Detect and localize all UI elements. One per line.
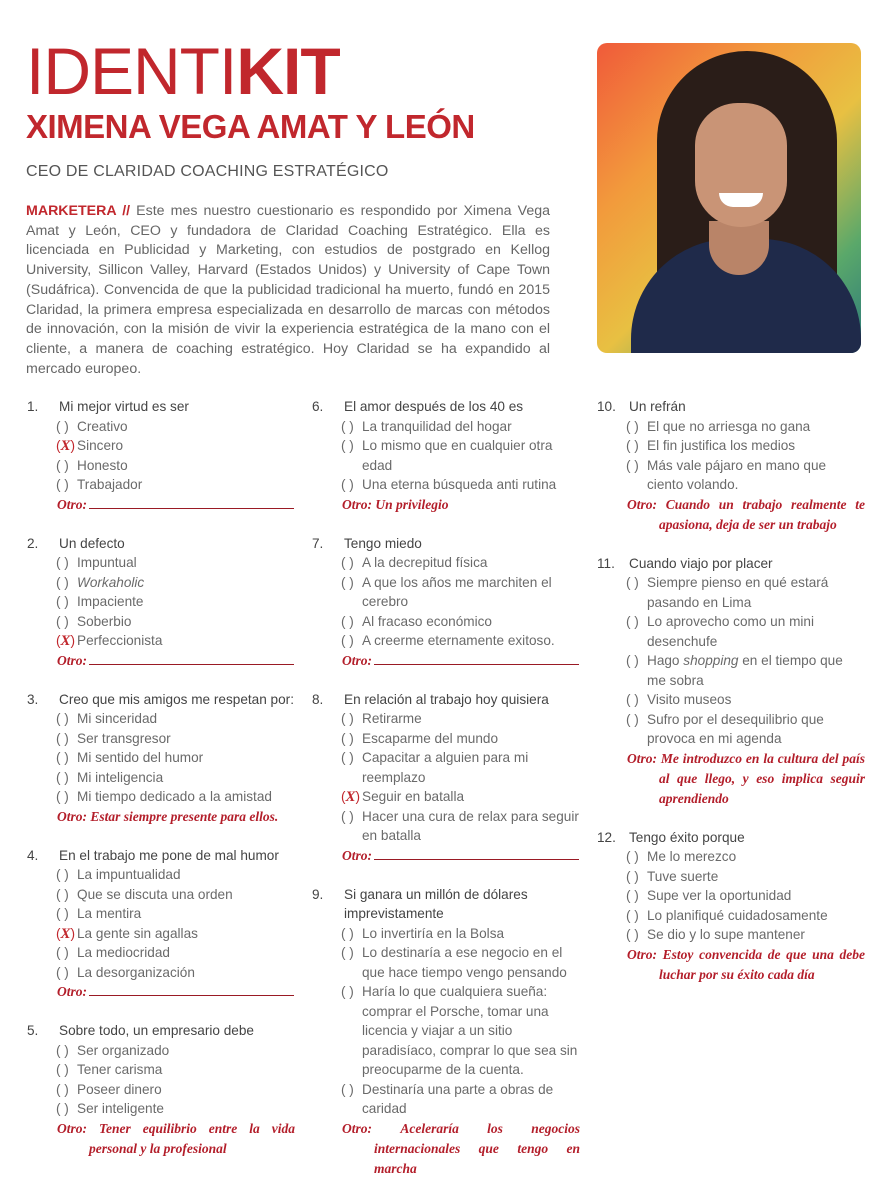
option: ( ) Trabajador: [56, 477, 143, 492]
question-number: 12.: [597, 829, 616, 845]
option-selected: (X) Perfeccionista: [56, 633, 163, 649]
option: ( ) Se dio y lo supe mantener: [626, 927, 805, 942]
option: ( ) Mi sentido del humor: [56, 750, 204, 765]
question-4: [27, 846, 295, 1003]
other-answer: Otro:: [312, 651, 580, 671]
other-answer: Otro: Me introduzco en la cultura del país al que llego, y eso implica seguir aprendiendo: [627, 750, 865, 806]
interviewee-name: XIMENA VEGA AMAT Y LEÓN: [26, 108, 475, 145]
option: ( ) Destinaría una parte a obras de caridad: [341, 1081, 554, 1116]
questionnaire-column-2: [312, 397, 580, 1198]
questionnaire-column-3: [597, 397, 865, 1004]
option: ( ) Lo invertiría en la Bolsa: [341, 925, 505, 941]
other-answer: Otro:: [27, 651, 295, 671]
question-title: En el trabajo me pone de mal humor: [59, 847, 279, 863]
option: ( ) Hago shopping en el tiempo que me sobra: [626, 653, 843, 688]
question-number: 8.: [312, 691, 324, 707]
option-selected: (X) Seguir en batalla: [341, 789, 465, 805]
question-title: Si ganara un millón de dólares imprevistamente: [344, 886, 528, 921]
other-answer: Otro: Aceleraría los negocios internacionales que tengo en marcha: [342, 1120, 581, 1176]
question-8: [312, 690, 580, 866]
option-selected: (X) Sincero: [56, 438, 124, 454]
question-title: Mi mejor virtud es ser: [59, 399, 189, 414]
other-answer: Otro:: [312, 846, 580, 866]
question-1: [27, 397, 295, 515]
question-title: El amor después de los 40 es: [344, 399, 524, 414]
question-number: 11.: [597, 555, 615, 571]
portrait-photo: [597, 43, 861, 353]
option: ( ) Impaciente: [56, 594, 144, 609]
option: ( ) Poseer dinero: [56, 1081, 162, 1097]
option: ( ) Tener carisma: [56, 1062, 163, 1077]
option: ( ) Hacer una cura de relax para seguir en batalla: [341, 808, 579, 843]
option: ( ) Haría lo que cualquiera sueña: comprar el Porsche, tomar una licencia y viajar a un sitio paradisíaco, comprar lo que sea sin preocuparme de la cuenta.: [341, 984, 578, 1077]
option: ( ) Supe ver la oportunidad: [626, 888, 792, 903]
option: ( ) Lo planifiqué cuidadosamente: [626, 907, 828, 923]
question-number: 6.: [312, 399, 324, 414]
question-title: Tengo éxito porque: [629, 829, 745, 845]
option: ( ) Retirarme: [341, 711, 422, 726]
question-title: Creo que mis amigos me respetan por:: [59, 691, 294, 707]
option: ( ) Más vale pájaro en mano que ciento volando.: [626, 457, 827, 492]
question-5: [27, 1021, 295, 1159]
question-number: 5.: [27, 1023, 39, 1038]
question-7: [312, 534, 580, 671]
other-answer: Otro: Tener equilibrio entre la vida personal y la profesional: [57, 1120, 295, 1156]
option: ( ) Una eterna búsqueda anti rutina: [341, 477, 557, 492]
question-title: Cuando viajo por placer: [629, 555, 773, 571]
option: ( ) A creerme eternamente exitoso.: [341, 633, 555, 648]
option: ( ) Honesto: [56, 457, 128, 473]
question-title: Un defecto: [59, 535, 125, 551]
question-number: 2.: [27, 535, 39, 551]
question-number: 4.: [27, 847, 39, 863]
question-number: 10.: [597, 399, 616, 414]
option: ( ) A la decrepitud física: [341, 555, 488, 570]
option: ( ) Escaparme del mundo: [341, 730, 499, 746]
question-title: En relación al trabajo hoy quisiera: [344, 691, 549, 707]
other-answer: Otro:: [27, 982, 295, 1002]
option-selected: (X) La gente sin agallas: [56, 925, 198, 942]
option: ( ) Visito museos: [626, 692, 732, 707]
other-answer: Otro: Cuando un trabajo realmente te apasiona, deja de ser un trabajo: [627, 496, 865, 532]
other-answer: Otro: Estoy convencida de que una debe luchar por su éxito cada día: [627, 946, 865, 982]
option: ( ) Impuntual: [56, 555, 137, 570]
interviewee-role: CEO DE CLARIDAD COACHING ESTRATÉGICO: [26, 163, 389, 180]
option: ( ) Lo aprovecho como un mini desenchufe: [626, 614, 814, 649]
option: ( ) Workaholic: [56, 574, 145, 590]
option: ( ) Mi sinceridad: [56, 711, 158, 726]
option: ( ) La impuntualidad: [56, 867, 181, 882]
option: ( ) Tuve suerte: [626, 868, 719, 884]
question-number: 1.: [27, 399, 39, 414]
question-6: [312, 397, 580, 515]
option: ( ) Soberbio: [56, 613, 132, 629]
questionnaire-column-1: [27, 397, 295, 1178]
option: ( ) Capacitar a alguien para mi reemplazo: [341, 750, 529, 785]
question-9: [312, 885, 580, 1179]
option: ( ) Me lo merezco: [626, 849, 737, 864]
option: ( ) La tranquilidad del hogar: [341, 418, 512, 434]
intro-lead: MARKETERA //: [26, 203, 131, 219]
option: ( ) La mediocridad: [56, 945, 170, 960]
question-number: 3.: [27, 691, 39, 707]
option: ( ) El fin justifica los medios: [626, 438, 796, 453]
option: ( ) Mi tiempo dedicado a la amistad: [56, 789, 272, 804]
option: ( ) Creativo: [56, 418, 128, 434]
option: ( ) Al fracaso económico: [341, 613, 492, 629]
question-11: [597, 554, 865, 809]
question-3: [27, 690, 295, 827]
other-answer: Otro:: [27, 495, 295, 515]
magazine-section-title: IDENTIKIT: [26, 34, 340, 108]
option: ( ) Siempre pienso en qué estará pasando en Lima: [626, 575, 829, 610]
question-number: 7.: [312, 535, 324, 551]
option: ( ) La desorganización: [56, 964, 195, 980]
option: ( ) Lo destinaría a ese negocio en el que hace tiempo vengo pensando: [341, 945, 567, 980]
question-title: Sobre todo, un empresario debe: [59, 1023, 254, 1038]
question-title: Un refrán: [629, 399, 686, 414]
intro-paragraph: [26, 202, 550, 379]
question-title: Tengo miedo: [344, 535, 422, 551]
option: ( ) Ser organizado: [56, 1042, 170, 1058]
option: ( ) Que se discuta una orden: [56, 886, 233, 902]
option: ( ) Ser transgresor: [56, 730, 171, 746]
other-answer: Otro: Estar siempre presente para ellos.: [57, 808, 279, 824]
option: ( ) A que los años me marchiten el cerebro: [341, 574, 552, 609]
question-2: [27, 534, 295, 671]
question-12: [597, 828, 865, 985]
other-answer: Otro: Un privilegio: [342, 496, 449, 512]
option: ( ) La mentira: [56, 906, 142, 921]
option: ( ) Lo mismo que en cualquier otra edad: [341, 438, 553, 473]
question-10: [597, 397, 865, 535]
intro-text: Este mes nuestro cuestionario es respondido por Ximena Vega Amat y León, CEO y fundadora de Claridad Coaching Estratégico. Ella es licenciada en Publicidad y Marketing, con estudios de postgrado en Kellog University, Sillicon Valley, Harvard (Estados Unidos) y University of Cape Town (Sudáfrica). Convencida de que la publicidad tradicional ha muerto, fundó en 2015 Claridad, la primera empresa especializada en desarrollo de marcas con métodos de innovación, con la misión de vivir la experiencia estratégica de la mano con el cliente, a manera de coaching estratégico. Hoy Claridad se ha expandido al mercado europeo.: [26, 203, 550, 377]
option: ( ) Ser inteligente: [56, 1101, 164, 1116]
option: ( ) El que no arriesga no gana: [626, 418, 811, 434]
question-number: 9.: [312, 886, 324, 902]
option: ( ) Mi inteligencia: [56, 769, 164, 785]
option: ( ) Sufro por el desequilibrio que provoca en mi agenda: [626, 711, 824, 746]
